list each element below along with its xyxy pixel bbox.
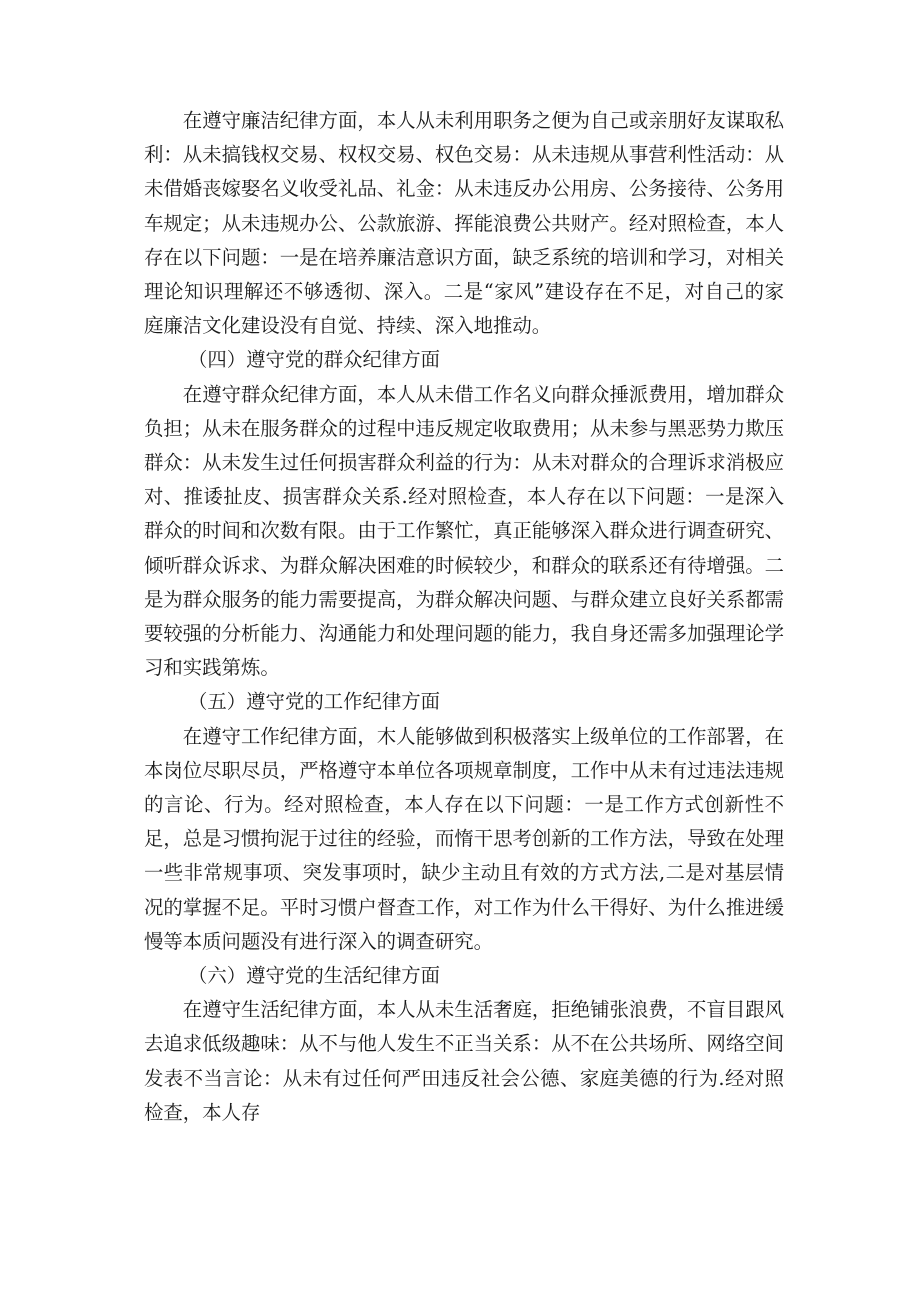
heading-work-discipline: （五）遵守党的工作纪律方面 (188, 690, 441, 714)
heading-life-discipline: （六）遵守党的生活纪律方面 (188, 964, 441, 988)
paragraph-mass-discipline: 在遵守群众纪律方面，本人从未借工作名义向群众捶派费用，增加群众负担；从未在服务群众的过程中违反规定收取费用；从未参与黑恶势力欺压群众：从未发生过任何损害群众利益的行为：从未对群众的合理诉求消极应对、推诿扯皮、损害群众关系.经对照检查，本人存在以下问题：一是深入群众的时间和次数有限。由于工作繁忙，真正能够深入群众进行调查研究、倾听群众诉求、为群众解决困难的时候较少，和群众的联系还有待增强。二是为群众服务的能力需要提高，为群众解决问题、与群众建立良好关系都需要较强的分析能力、沟通能力和处理问题的能力，我自身还需多加强理论学习和实践第炼。 (144, 382, 784, 680)
heading-mass-discipline: （四）遵守党的群众纪律方面 (188, 348, 441, 372)
paragraph-work-discipline: 在遵守工作纪律方面，木人能够做到积极落实上级单位的工作部署，在本岗位尽职尽员，严格遵守本单位各项规章制度，工作中从未有过违法违规的言论、行为。经对照检查，本人存在以下问题：一是工作方式创新性不足，总是习惯拘泥于过往的经验，而惰干思考创新的工作方法，导致在处理一些非常规事项、突发事项时，缺少主动且有效的方式方法,二是对基层情况的掌握不足。平时习惯户督查工作，对工作为什么干得好、为什么推进缓慢等本质问题没有进行深入的调查研究。 (144, 724, 784, 953)
paragraph-integrity-discipline: 在遵守廉洁纪律方面，本人从未利用职务之便为自己或亲朋好友谋取私利：从未搞钱权交易、权权交易、权色交易：从未违规从事营利性活动：从未借婚丧嫁娶名义收受礼品、礼金：从未违反办公用房、公务接待、公务用车规定；从未违规办公、公款旅游、挥能浪费公共财产。经对照检查，本人存在以下问题：一是在培养廉洁意识方面，缺乏系统的培训和学习，对相关理论知识理解还不够透彻、深入。二是“家风”建设存在不足，对自己的家庭廉洁文化建设没有自觉、持续、深入地推动。 (144, 109, 784, 338)
paragraph-life-discipline: 在遵守生活纪律方面，本人从未生活奢庭，拒绝铺张浪费，不盲目跟风去追求低级趣味：从不与他人发生不正当关系：从不在公共场所、网络空间发表不当言论：从未有过任何严田违反社会公德、家庭美德的行为.经对照检查，本人存 (144, 998, 784, 1124)
document-page (144, 104, 784, 1130)
